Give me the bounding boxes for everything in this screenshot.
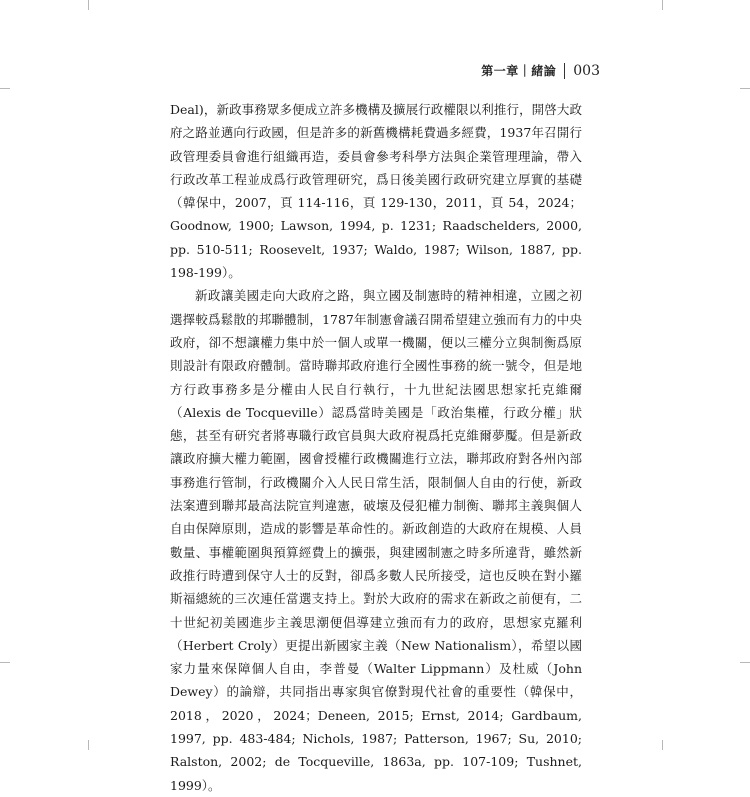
paragraph-2: 新政讓美國走向大政府之路，與立國及制憲時的精神相違，立國之初選擇較爲鬆散的邦聯體制，1787年制憲會議召開希望建立強而有力的中央政府，卻不想讓權力集中於一個人或單一機關，便以三權分立與制衡爲原則設計有限政府體制。當時聯邦政府進行全國性事務的統一號令，但是地方行政事務多是分權由人民自行執行，十九世紀法國思想家托克維爾（Alexis de Tocqueville）認爲當時美國是「政治集權，行政分權」狀態，甚至有研究者將專職行政官員與大政府視爲托克維爾夢魘。但是新政讓政府擴大權力範圍，國會授權行政機關進行立法，聯邦政府對各州內部事務進行管制，行政機關介入人民日常生活，限制個人自由的行使，新政法案遭到聯邦最高法院宣判違憲，破壞及侵犯權力制衡、聯邦主義與個人自由保障原則，造成的影響是革命性的。新政創造的大政府在規模、人員數量、事權範圍與預算經費上的擴張，與建國制憲之時多所違背，雖然新政推行時遭到保守人士的反對，卻爲多數人民所接受，這也反映在對小羅斯福總統的三次連任當選支持上。對於大政府的需求在新政之前便有，二十世紀初美國進步主義思潮便倡導建立強而有力的政府，思想家克羅利（Herbert Croly）更提出新國家主義（New Nationalism），希望以國家力量來保障個人自由，李普曼（Walter Lippmann）及杜威（John Dewey）的論辯，共同指出專家與官僚對現代社會的重要性（韓保中，2018，2020，2024；Deneen, 2015; Ernst, 2014; Gardbaum, 1997, pp. 483-484; Nichols, 1987; Patterson, 1967; Su, 2010; Ralston, 2002; de Tocqueville, 1863a, pp. 107-109; Tushnet, 1999）。 bbox=[170, 288, 582, 793]
body-text bbox=[170, 98, 582, 797]
crop-mark-right-top bbox=[740, 88, 750, 89]
crop-mark-bottom-right bbox=[662, 740, 663, 750]
crop-mark-bottom-left bbox=[88, 740, 89, 750]
crop-mark-left-top bbox=[0, 88, 10, 89]
running-header bbox=[481, 62, 600, 79]
crop-mark-top-left bbox=[88, 0, 89, 10]
crop-mark-left-bottom bbox=[0, 662, 10, 663]
page-number: 003 bbox=[573, 62, 600, 79]
chapter-title: 第一章｜緒論 bbox=[481, 64, 557, 78]
header-divider bbox=[564, 63, 565, 79]
paragraph-1: Deal)，新政事務眾多便成立許多機構及擴展行政權限以利推行，開啓大政府之路並邁向行政國，但是許多的新舊機構耗費過多經費，1937年召開行政管理委員會進行組織再造，委員會參考科學方法與企業管理理論，帶入行政改革工程並成爲行政管理研究，爲日後美國行政研究建立厚實的基礎（韓保中，2007，頁 114-116，頁 129-130，2011，頁 54，2024；Goodnow, 1900; Lawson, 1994, p. 1231; Raadschelders, 2000, pp. 510-511; Roosevelt, 1937; Waldo, 1987; Wilson, 1887, pp. 198-199）。 bbox=[170, 102, 582, 281]
crop-mark-right-bottom bbox=[740, 662, 750, 663]
crop-mark-top-right bbox=[662, 0, 663, 10]
